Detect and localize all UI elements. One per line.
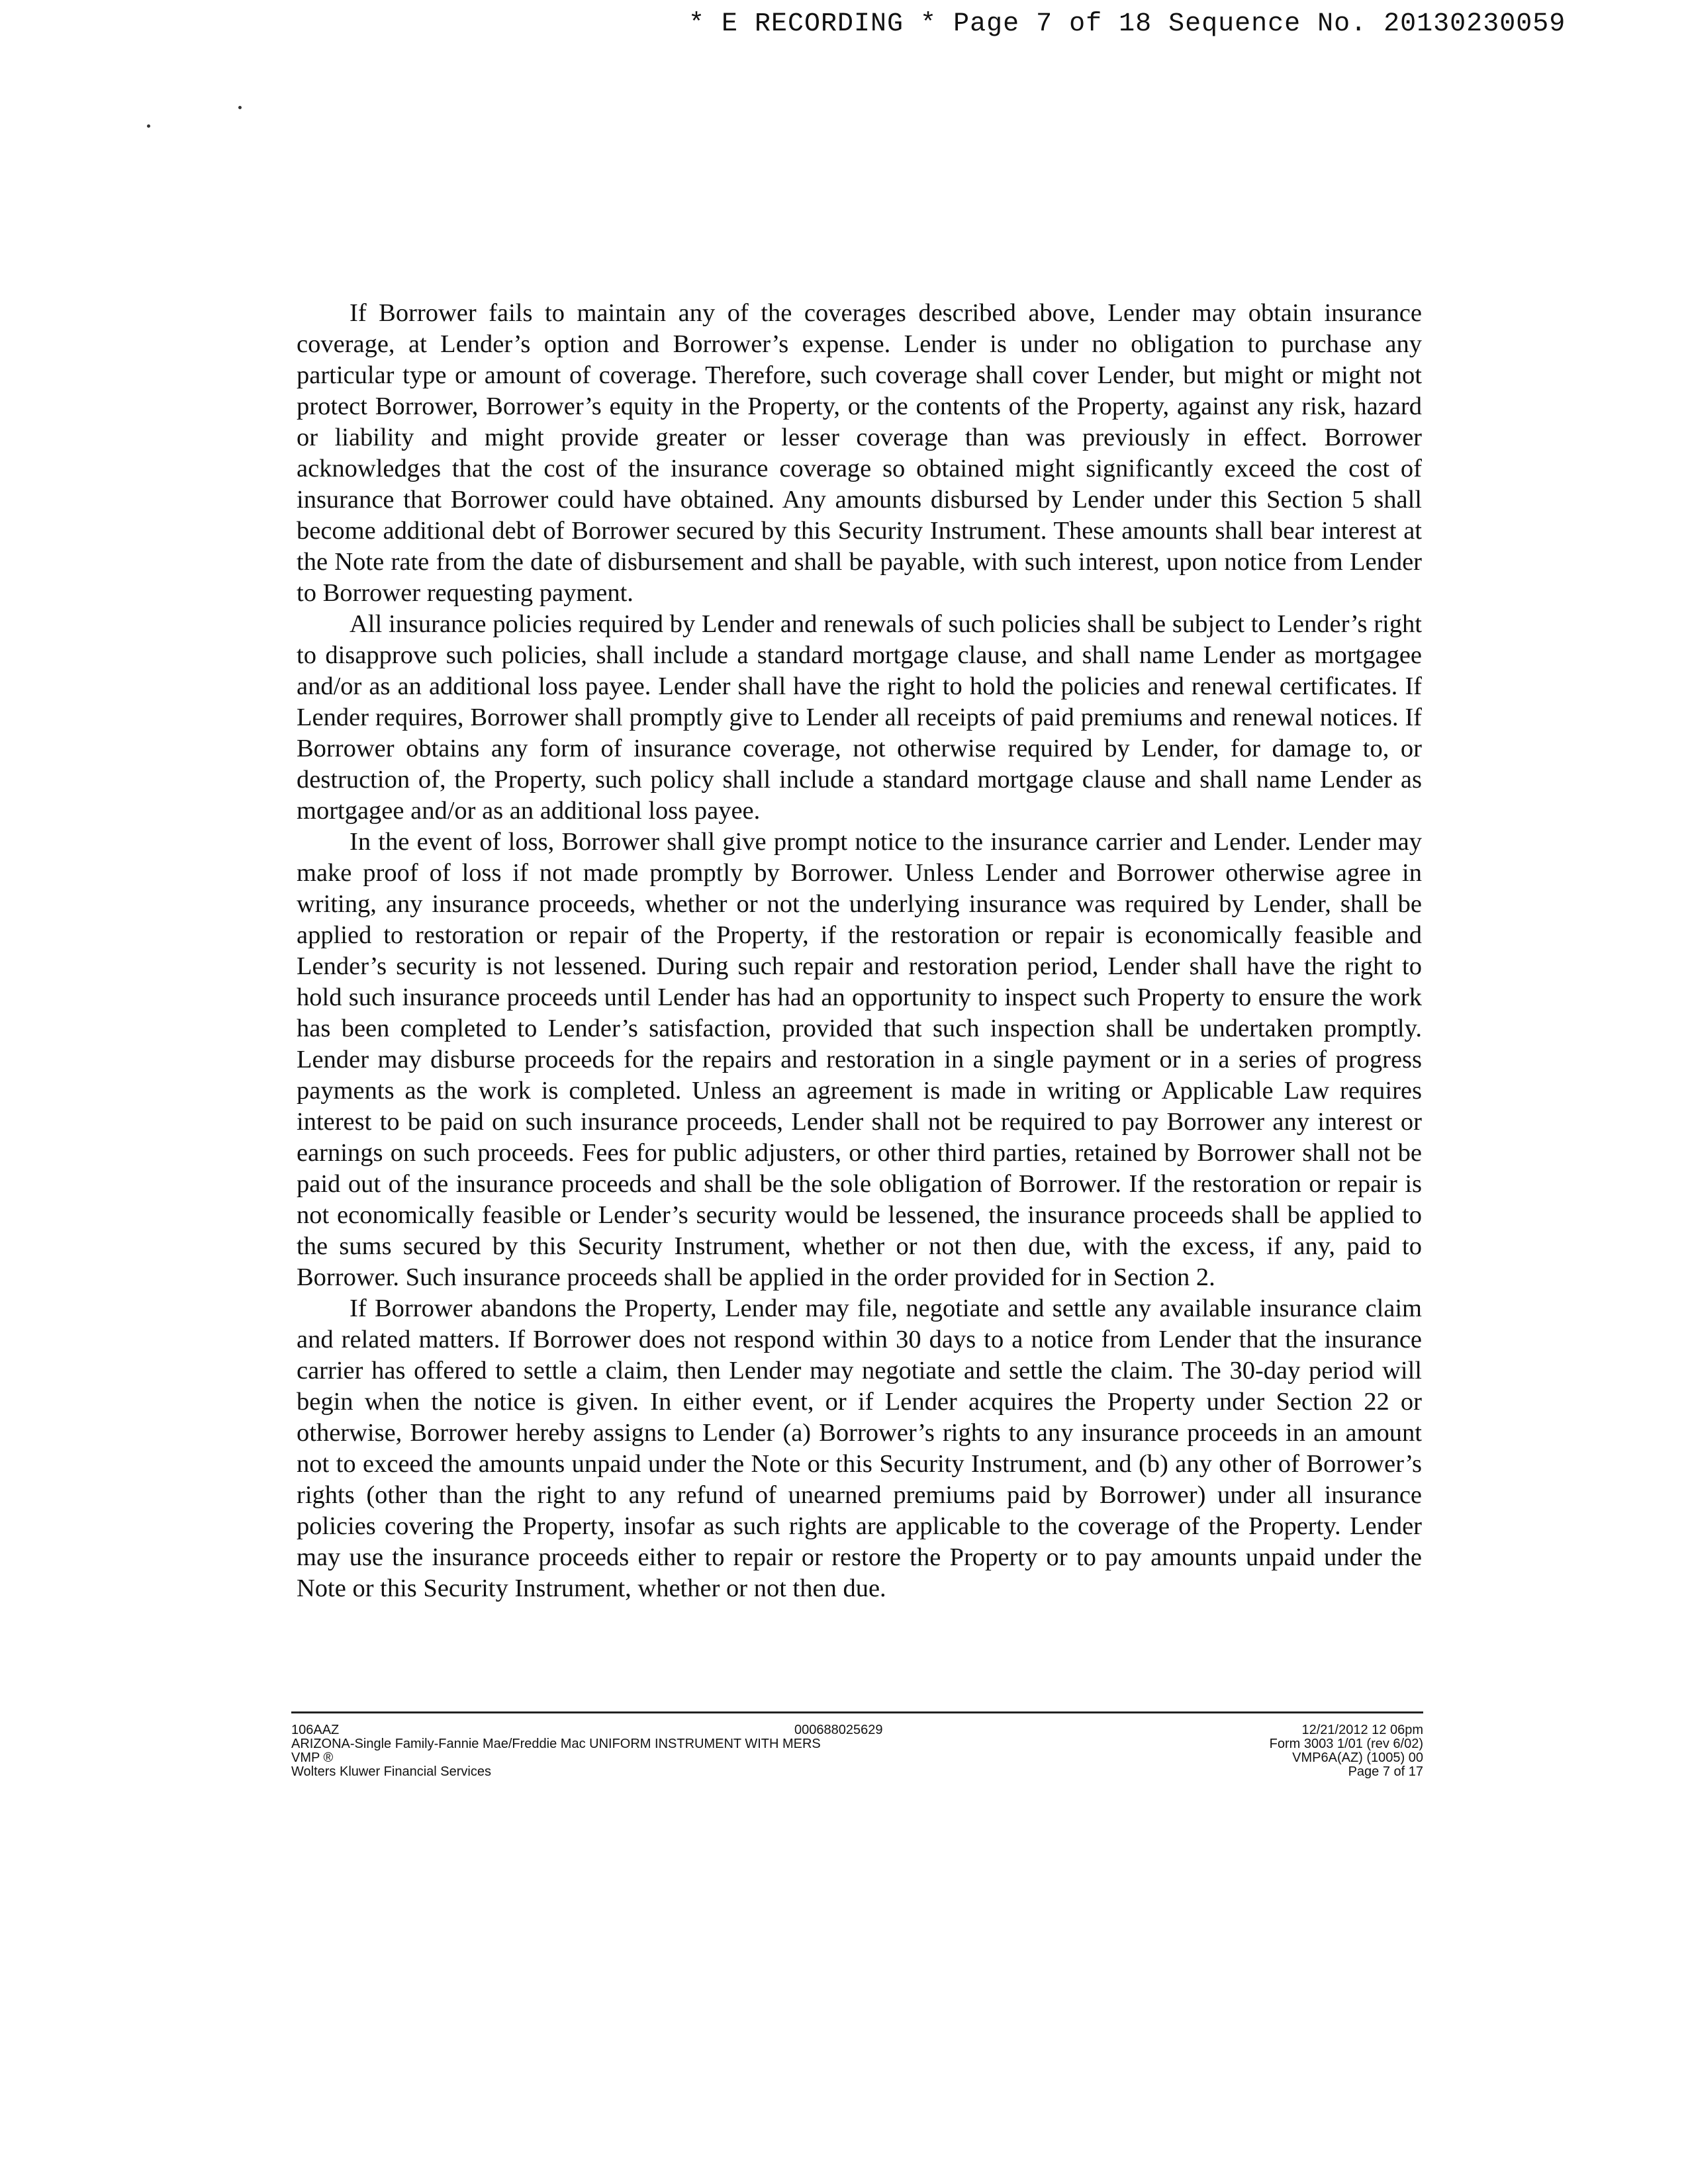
paragraph: If Borrower fails to maintain any of the coverages described above, Lender may obtain insurance coverage, at Lender’s option and Borrower’s expense. Lender is under no obligation to purchase any particular type or amount of coverage. Therefore, such coverage shall cover Lender, but might or might not protect Borrower, Borrower’s equity in the Property, or the contents of the Property, against any risk, hazard or liability and might provide greater or lesser coverage than was previously in effect. Borrower acknowledges that the cost of the insurance coverage so obtained might significantly exceed the cost of insurance that Borrower could have obtained. Any amounts disbursed by Lender under this Section 5 shall become additional debt of Borrower secured by this Security Instrument. These amounts shall bear interest at the Note rate from the date of disbursement and shall be payable, with such interest, upon notice from Lender to Borrower requesting payment.	[297, 299, 1422, 607]
scan-speck	[238, 106, 242, 109]
vmp-code: VMP6A(AZ) (1005) 00	[1292, 1751, 1423, 1765]
vmp-mark: VMP ®	[291, 1751, 334, 1765]
paragraph: All insurance policies required by Lender and renewals of such policies shall be subject to Lender’s right to disapprove such policies, shall include a standard mortgage clause, and shall name Lender as mortgagee and/or as an additional loss payee. Lender shall have the right to hold the policies and renewal certificates. If Lender requires, Borrower shall promptly give to Lender all receipts of paid premiums and renewal notices. If Borrower obtains any form of insurance coverage, not otherwise required by Lender, for damage to, or destruction of, the Property, such policy shall include a standard mortgage clause and shall name Lender as mortgagee and/or as an additional loss payee.	[297, 610, 1422, 825]
scan-speck	[147, 124, 150, 128]
form-number: Form 3003 1/01 (rev 6/02)	[1269, 1737, 1423, 1751]
recording-header: * E RECORDING * Page 7 of 18 Sequence No. 20130230059	[688, 9, 1566, 39]
footer-rule	[291, 1711, 1423, 1713]
publisher: Wolters Kluwer Financial Services	[291, 1764, 491, 1779]
document-body	[297, 298, 1422, 1604]
form-title: ARIZONA-Single Family-Fannie Mae/Freddie Mac UNIFORM INSTRUMENT WITH MERS	[291, 1737, 821, 1751]
form-code: 106AAZ	[291, 1723, 340, 1737]
paragraph: In the event of loss, Borrower shall give prompt notice to the insurance carrier and Lender. Lender may make proof of loss if not made promptly by Borrower. Unless Lender and Borrower otherwise agree in writing, any insurance proceeds, whether or not the underlying insurance was required by Lender, shall be applied to restoration or repair of the Property, if the restoration or repair is economically feasible and Lender’s security is not lessened. During such repair and restoration period, Lender shall have the right to hold such insurance proceeds until Lender has had an opportunity to inspect such Property to ensure the work has been completed to Lender’s satisfaction, provided that such inspection shall be undertaken promptly. Lender may disburse proceeds for the repairs and restoration in a single payment or in a series of progress payments as the work is completed. Unless an agreement is made in writing or Applicable Law requires interest to be paid on such insurance proceeds, Lender shall not be required to pay Borrower any interest or earnings on such proceeds. Fees for public adjusters, or other third parties, retained by Borrower shall not be paid out of the insurance proceeds and shall be the sole obligation of Borrower. If the restoration or repair is not economically feasible or Lender’s security would be lessened, the insurance proceeds shall be applied to the sums secured by this Security Instrument, whether or not then due, with the excess, if any, paid to Borrower. Such insurance proceeds shall be applied in the order provided for in Section 2.	[297, 828, 1422, 1291]
print-timestamp: 12/21/2012 12 06pm	[1301, 1723, 1423, 1737]
footer-right	[1270, 1723, 1423, 1779]
loan-number: 000688025629	[794, 1723, 883, 1737]
paragraph: If Borrower abandons the Property, Lender may file, negotiate and settle any available insurance claim and related matters. If Borrower does not respond within 30 days to a notice from Lender that the insurance carrier has offered to settle a claim, then Lender may negotiate and settle the claim. The 30-day period will begin when the notice is given. In either event, or if Lender acquires the Property under Section 22 or otherwise, Borrower hereby assigns to Lender (a) Borrower’s rights to any insurance proceeds in an amount not to exceed the amounts unpaid under the Note or this Security Instrument, and (b) any other of Borrower’s rights (other than the right to any refund of unearned premiums paid by Borrower) under all insurance policies covering the Property, insofar as such rights are applicable to the coverage of the Property. Lender may use the insurance proceeds either to repair or restore the Property or to pay amounts unpaid under the Note or this Security Instrument, whether or not then due.	[297, 1295, 1422, 1602]
page-number: Page 7 of 17	[1348, 1764, 1423, 1779]
